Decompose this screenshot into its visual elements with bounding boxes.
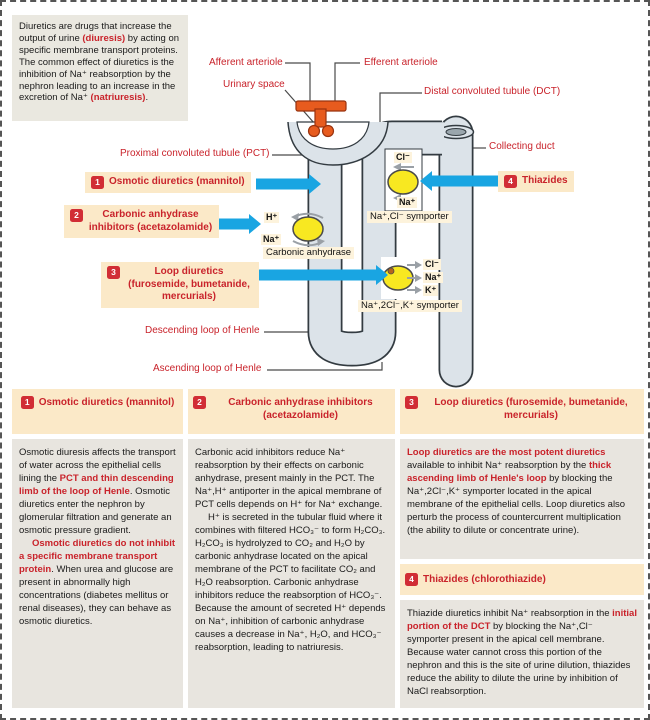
ion-na-loop: Na⁺	[425, 272, 442, 282]
panel-body-osmotic	[12, 439, 183, 708]
ion-h-pct: H⁺	[266, 212, 278, 222]
panel-number: 2	[193, 396, 206, 409]
label-afferent-arteriole: Afferent arteriole	[209, 57, 283, 68]
label-pct: Proximal convoluted tubule (PCT)	[120, 148, 270, 159]
callout-number: 4	[504, 175, 517, 188]
paragraph: Loop diuretics are the most potent diuretics available to inhibit Na⁺ reabsorption by the thick ascending limb of Henle's loop by blocking the Na⁺,2Cl⁻,K⁺ symporter located in the apical membrane of the epithelial cells. Loop diuretics also perturb the process of countercurrent multiplication (the ability to dilute or concentrate urine).	[407, 447, 626, 536]
panel-title: Thiazides (chlorothiazide)	[423, 574, 546, 585]
callout-label: Carbonic anhydrase inhibitors (acetazolamide)	[88, 209, 213, 233]
label-ascending-loop: Ascending loop of Henle	[153, 363, 262, 374]
panel-body-thiazides	[400, 600, 644, 708]
callout-number: 3	[107, 266, 120, 279]
paragraph: Osmotic diuresis affects the transport of water across the epithelial cells lining the PCT and thin descending limb of the loop of Henle. Osmotic diuretics enter the nephron by glomerular filtration and generate an osmotic pressure gradient.	[19, 447, 176, 536]
callout-label: Osmotic diuretics (mannitol)	[109, 176, 245, 187]
label-nacl-symporter: Na⁺,Cl⁻ symporter	[367, 211, 452, 223]
paragraph: H⁺ is secreted in the tubular fluid where it combines with filtered HCO₃⁻ to form H₂CO₃. H₂CO₃ is hydrolyzed to CO₂ and H₂O by carbonic anhydrase located on the apical membrane of the PCT to facilitate CO₂ and H₂O reabsorption. Carbonic anhydrase inhibitors reduce the reabsorption of HCO₃⁻. Because the amount of secreted H⁺ depends on Na⁺, inhibition of carbonic anhydrase causes a decrease in Na⁺, H₂O, and HCO₃⁻ reabsorption, leading to natriuresis.	[195, 512, 386, 653]
callout-loop	[101, 262, 259, 308]
arrow-carbonic	[214, 214, 261, 234]
panel-header-thiazides	[400, 564, 644, 595]
label-na2clk-symporter: Na⁺,2Cl⁻,K⁺ symporter	[358, 300, 462, 312]
collecting-duct	[439, 126, 474, 371]
label-carbonic-anhydrase: Carbonic anhydrase	[263, 247, 354, 259]
label-descending-loop: Descending loop of Henle	[145, 325, 260, 336]
panel-body-loop	[400, 439, 644, 559]
ion-na-dct: Na⁺	[399, 197, 416, 207]
paragraph: Osmotic diuretics do not inhibit a specific membrane transport protein. When urea and glucose are present in abnormally high concentrations (diabetes mellitus or renal diseases), they can behave as osmotic diuretics.	[19, 538, 176, 627]
callout-carbonic	[64, 205, 219, 238]
callout-number: 1	[91, 176, 104, 189]
callout-number: 2	[70, 209, 83, 222]
panel-header-loop	[400, 389, 644, 434]
ion-cl-loop: Cl⁻	[425, 259, 439, 269]
ion-cl-dct: Cl⁻	[396, 152, 410, 162]
panel-title: Loop diuretics (furosemide, bumetanide, mercurials)	[434, 397, 628, 421]
ion-k-loop: K⁺	[425, 285, 437, 295]
panel-title: Carbonic anhydrase inhibitors (acetazolamide)	[228, 397, 373, 421]
panel-body-carbonic	[188, 439, 395, 708]
label-dct: Distal convoluted tubule (DCT)	[424, 86, 561, 97]
label-collecting-duct: Collecting duct	[489, 141, 555, 152]
ion-na-pct: Na⁺	[263, 234, 280, 244]
paragraph: Carbonic acid inhibitors reduce Na⁺ reabsorption by their effects on carbonic anhydrase, present mainly in the PCT. The Na⁺,H⁺ antiporter in the apical membrane of PCT cells depends on H⁺ for Na⁺ exchange.	[195, 447, 383, 510]
panel-title: Osmotic diuretics (mannitol)	[38, 397, 175, 408]
label-urinary-space: Urinary space	[223, 79, 285, 90]
panel-number: 4	[405, 573, 418, 586]
callout-label: Loop diuretics (furosemide, bumetanide, mercurials)	[128, 266, 250, 302]
intro-note: Diuretics are drugs that increase the output of urine (diuresis) by acting on specific membrane transport proteins. The common effect of diuretics is the inhibition of Na⁺ reabsorption by the nephron leading to an increase in the excretion of Na⁺ (natriuresis).	[12, 15, 188, 121]
label-efferent-arteriole: Efferent arteriole	[364, 57, 438, 68]
callout-osmotic	[85, 172, 251, 193]
panel-number: 3	[405, 396, 418, 409]
callout-label: Thiazides	[522, 175, 568, 186]
panel-header-carbonic	[188, 389, 395, 434]
callout-thiazides	[498, 171, 574, 192]
panel-header-osmotic	[12, 389, 183, 434]
arrow-osmotic	[256, 174, 321, 194]
panel-number: 1	[21, 396, 34, 409]
paragraph: Thiazide diuretics inhibit Na⁺ reabsorption in the initial portion of the DCT by blocking the Na⁺,Cl⁻ symporter present in the apical cell membrane. Because water cannot cross this portion of the nephron and this is the site of urine dilution, thiazides reduce the ability to dilute the urine by inhibition of NaCl reabsorption.	[407, 608, 637, 697]
